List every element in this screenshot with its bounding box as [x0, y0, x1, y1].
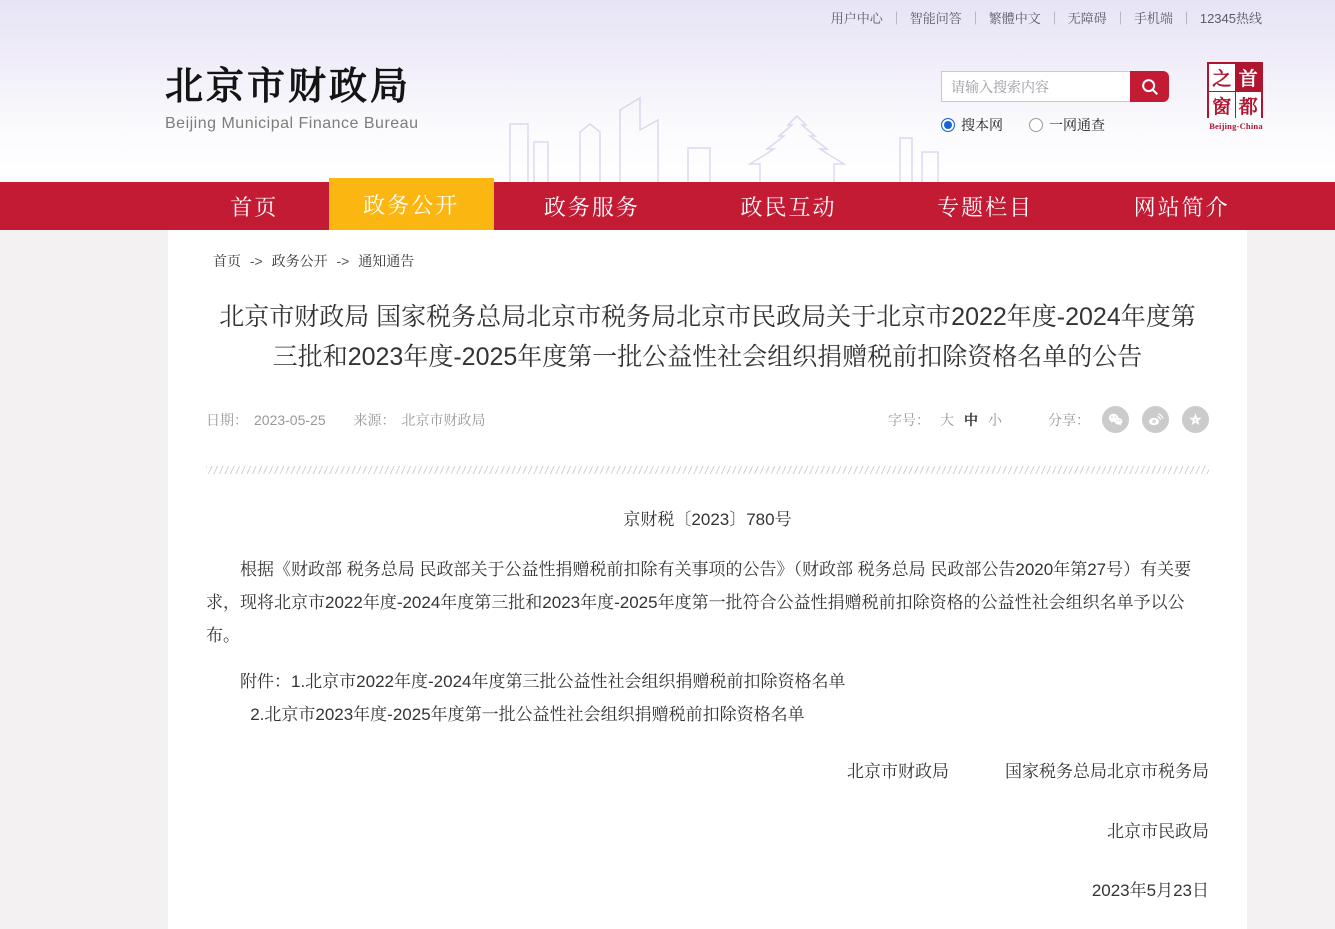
svg-text:z: z [1194, 417, 1197, 423]
attachment-link-1[interactable]: 1.北京市2022年度-2024年度第三批公益性社会组织捐赠税前扣除资格名单 [291, 672, 846, 691]
search-scope-site-label: 搜本网 [961, 117, 1003, 133]
share-icons [1102, 406, 1209, 433]
attachments-label: 附件： [240, 672, 291, 691]
topbar-link-smart-qa[interactable]: 智能问答 [909, 11, 962, 26]
weibo-share-icon[interactable] [1142, 406, 1169, 433]
breadcrumb-separator: -> [336, 253, 350, 269]
nav-item-government-services[interactable]: 政务服务 [543, 194, 640, 220]
content-area [168, 230, 1247, 929]
signature-date: 2023年5月23日 [1091, 881, 1209, 900]
seal-char: 都 [1236, 92, 1262, 119]
nav-item-public-interaction[interactable]: 政民互动 [740, 194, 837, 220]
topbar-separator: ｜ [1113, 11, 1127, 26]
topbar-separator: ｜ [968, 11, 982, 26]
topbar-separator: ｜ [889, 11, 903, 26]
document-number: 京财税〔2023〕780号 [623, 510, 792, 529]
topbar-link-traditional-chinese[interactable]: 繁體中文 [988, 11, 1041, 26]
topbar [0, 0, 1335, 35]
topbar-link-accessibility[interactable]: 无障碍 [1067, 11, 1107, 26]
source-value: 北京市财政局 [401, 411, 486, 428]
topbar-link-mobile[interactable]: 手机端 [1133, 11, 1173, 26]
header-skyline-decoration [430, 50, 990, 182]
radio-selected-icon [941, 118, 955, 132]
search-icon [1139, 76, 1161, 98]
breadcrumb-separator: -> [249, 253, 263, 269]
article-meta-row [206, 406, 1209, 433]
article-paragraph: 根据《财政部 税务总局 民政部关于公益性捐赠税前扣除有关事项的公告》（财政部 税务总局 民政部公告2020年第27号）有关要求，现将北京市2022年度-2024年度第三批和2023年度-2025年度第一批符合公益性捐赠税前扣除资格的公益性社会组织名单予以公布。 [206, 560, 1192, 645]
breadcrumb-current-notices: 通知通告 [358, 253, 415, 269]
font-size-label: 字号： [888, 411, 930, 428]
nav-item-special-topics[interactable]: 专题栏目 [937, 194, 1034, 220]
attachments [206, 665, 1209, 731]
topbar-link-hotline[interactable]: 12345热线 [1199, 11, 1262, 26]
hatched-divider [206, 466, 1209, 474]
capital-window-logo[interactable] [1207, 62, 1265, 131]
signature-line-1 [206, 757, 1209, 782]
wechat-share-icon[interactable] [1102, 406, 1129, 433]
site-header [0, 0, 1335, 182]
article-tools [888, 406, 1209, 433]
font-size-medium-button[interactable]: 中 [964, 411, 978, 428]
nav-item-home[interactable]: 首页 [230, 194, 279, 220]
nav-item-government-disclosure[interactable]: 政务公开 [329, 178, 494, 230]
date-label: 日期： [206, 411, 248, 428]
capital-window-seal-icon [1207, 62, 1263, 118]
topbar-separator: ｜ [1047, 11, 1061, 26]
article-meta [206, 410, 492, 430]
search-scope-network-radio[interactable] [1029, 115, 1105, 135]
search-scope-site-radio[interactable] [941, 115, 1003, 135]
article [206, 297, 1209, 929]
site-title-english: Beijing Municipal Finance Bureau [165, 115, 419, 132]
radio-unselected-icon [1029, 118, 1043, 132]
article-title: 北京市财政局 国家税务总局北京市税务局北京市民政局关于北京市2022年度-2024年度第三批和2023年度-2025年度第一批公益性社会组织捐赠税前扣除资格名单的公告 [219, 303, 1196, 371]
seal-char: 窗 [1209, 92, 1235, 119]
signature-line-2: 北京市民政局 [1107, 822, 1209, 841]
signature-block [206, 757, 1209, 901]
search-scope-network-label: 一网通查 [1049, 117, 1105, 133]
nav-item-about-website[interactable]: 网站简介 [1133, 194, 1230, 220]
signer-finance-bureau: 北京市财政局 [847, 762, 949, 781]
publish-date: 2023-05-25 [254, 411, 326, 428]
seal-char: 首 [1236, 64, 1262, 91]
attachment-link-2[interactable]: 2.北京市2023年度-2025年度第一批公益性社会组织捐赠税前扣除资格名单 [250, 705, 805, 724]
share-label: 分享： [1048, 411, 1090, 428]
qzone-share-icon[interactable] [1182, 406, 1209, 433]
breadcrumb-government-disclosure[interactable]: 政务公开 [271, 253, 328, 269]
search-input[interactable] [941, 71, 1130, 102]
site-logo[interactable] [165, 68, 418, 133]
signer-tax-bureau: 国家税务总局北京市税务局 [1005, 762, 1209, 781]
main-navigation [0, 182, 1335, 230]
topbar-link-user-center[interactable]: 用户中心 [830, 11, 883, 26]
capital-window-caption: Beijing-China [1209, 121, 1263, 131]
font-size-small-button[interactable]: 小 [988, 411, 1002, 428]
search-area [941, 71, 1169, 135]
topbar-separator: ｜ [1179, 11, 1193, 26]
breadcrumb-home[interactable]: 首页 [213, 253, 241, 269]
source-label: 来源： [353, 411, 396, 428]
font-size-large-button[interactable]: 大 [940, 411, 954, 428]
search-button[interactable] [1130, 71, 1169, 102]
seal-char: 之 [1209, 64, 1235, 91]
breadcrumb [168, 230, 1247, 271]
site-title: 北京市财政局 [165, 66, 412, 108]
